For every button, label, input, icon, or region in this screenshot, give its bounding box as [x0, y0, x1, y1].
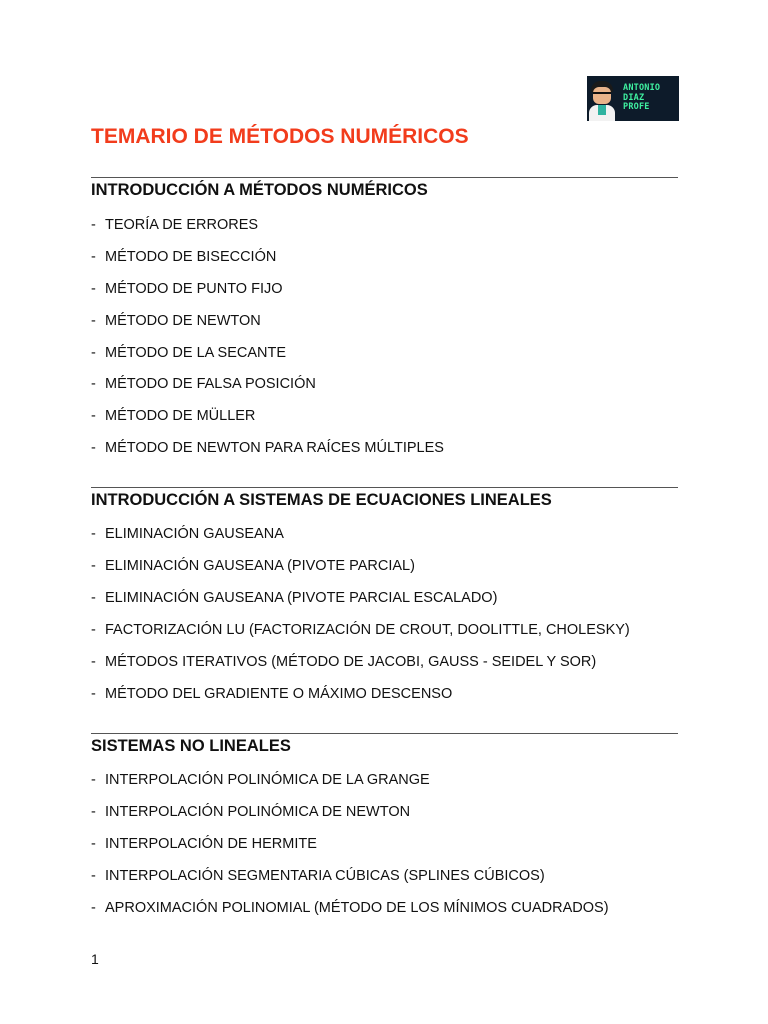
section-heading: INTRODUCCIÓN A SISTEMAS DE ECUACIONES LINEALES — [91, 491, 552, 509]
list-item — [91, 590, 497, 606]
bullet-dash: - — [91, 440, 96, 456]
list-item — [91, 836, 317, 852]
list-item — [91, 249, 276, 265]
bullet-dash: - — [91, 622, 96, 638]
logo-text — [617, 84, 660, 113]
list-item-text: INTERPOLACIÓN DE HERMITE — [105, 836, 317, 852]
logo-line: ANTONIO — [623, 83, 661, 94]
list-item — [91, 868, 545, 884]
list-item-text: MÉTODO DE NEWTON — [105, 313, 261, 329]
bullet-dash: - — [91, 590, 96, 606]
list-item-text: ELIMINACIÓN GAUSEANA (PIVOTE PARCIAL) — [105, 558, 415, 574]
avatar-icon — [587, 76, 617, 121]
list-item — [91, 772, 430, 788]
page-number: 1 — [91, 951, 99, 967]
list-item-text: FACTORIZACIÓN LU (FACTORIZACIÓN DE CROUT, DOOLITTLE, CHOLESKY) — [105, 622, 630, 638]
list-item-text: MÉTODO DE LA SECANTE — [105, 345, 287, 361]
list-item — [91, 558, 415, 574]
bullet-dash: - — [91, 804, 96, 820]
list-item-text: MÉTODO DE NEWTON PARA RAÍCES MÚLTIPLES — [105, 440, 444, 456]
list-item-text: ELIMINACIÓN GAUSEANA (PIVOTE PARCIAL ESCALADO) — [105, 590, 498, 606]
logo-line: PROFE — [623, 102, 650, 113]
list-item — [91, 217, 258, 233]
bullet-dash: - — [91, 836, 96, 852]
list-item-text: ELIMINACIÓN GAUSEANA — [105, 526, 284, 542]
list-item-text: TEORÍA DE ERRORES — [105, 217, 259, 233]
list-item-text: MÉTODO DE MÜLLER — [105, 408, 256, 424]
list-item-text: INTERPOLACIÓN POLINÓMICA DE NEWTON — [105, 804, 411, 820]
section-heading: SISTEMAS NO LINEALES — [91, 737, 291, 755]
list-item — [91, 313, 261, 329]
list-item — [91, 622, 630, 638]
bullet-dash: - — [91, 408, 96, 424]
list-item — [91, 281, 283, 297]
list-item — [91, 376, 316, 392]
list-item — [91, 526, 284, 542]
list-item-text: MÉTODO DE FALSA POSICIÓN — [105, 376, 316, 392]
list-item — [91, 408, 255, 424]
bullet-dash: - — [91, 558, 96, 574]
list-item — [91, 900, 609, 916]
list-item-text: INTERPOLACIÓN POLINÓMICA DE LA GRANGE — [105, 772, 430, 788]
divider — [91, 177, 678, 178]
list-item-text: MÉTODO DE PUNTO FIJO — [105, 281, 283, 297]
bullet-dash: - — [91, 526, 96, 542]
list-item-text: MÉTODO DE BISECCIÓN — [105, 249, 277, 265]
divider — [91, 487, 678, 488]
bullet-dash: - — [91, 249, 96, 265]
section-sistemas-lineales — [91, 487, 678, 702]
logo — [587, 76, 679, 121]
list-item-text: MÉTODOS ITERATIVOS (MÉTODO DE JACOBI, GAUSS - SEIDEL Y SOR) — [105, 654, 597, 670]
bullet-dash: - — [91, 217, 96, 233]
bullet-dash: - — [91, 376, 96, 392]
page-title: TEMARIO DE MÉTODOS NUMÉRICOS — [91, 125, 469, 148]
bullet-dash: - — [91, 313, 96, 329]
bullet-dash: - — [91, 281, 96, 297]
list-item — [91, 654, 596, 670]
bullet-dash: - — [91, 345, 96, 361]
list-item — [91, 804, 410, 820]
bullet-dash: - — [91, 654, 96, 670]
list-item-text: MÉTODO DEL GRADIENTE O MÁXIMO DESCENSO — [105, 686, 453, 702]
list-item — [91, 686, 452, 702]
section-heading: INTRODUCCIÓN A MÉTODOS NUMÉRICOS — [91, 181, 428, 199]
list-item-text: INTERPOLACIÓN SEGMENTARIA CÚBICAS (SPLINES CÚBICOS) — [105, 868, 545, 884]
list-item-text: APROXIMACIÓN POLINOMIAL (MÉTODO DE LOS MÍNIMOS CUADRADOS) — [105, 900, 609, 916]
logo-line: DIAZ — [623, 92, 645, 103]
section-sistemas-no-lineales — [91, 733, 678, 916]
list-item — [91, 345, 286, 361]
bullet-dash: - — [91, 900, 96, 916]
section-intro-metodos — [91, 177, 678, 456]
bullet-dash: - — [91, 686, 96, 702]
bullet-dash: - — [91, 868, 96, 884]
divider — [91, 733, 678, 734]
bullet-dash: - — [91, 772, 96, 788]
list-item — [91, 440, 444, 456]
